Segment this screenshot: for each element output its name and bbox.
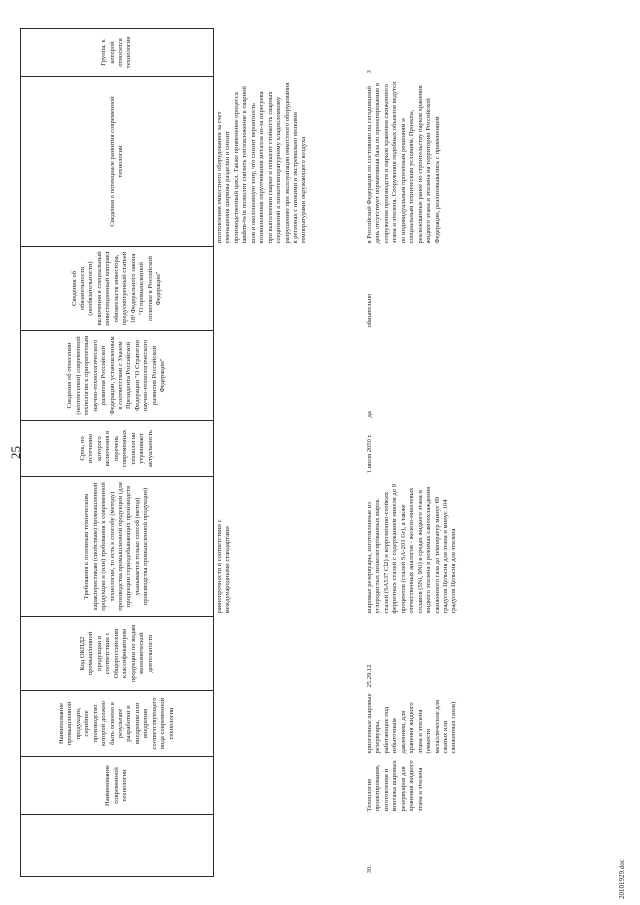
row-deadline: 1 июля 2050 г. [366,433,373,474]
header-obligation: Сведения об обязательности (необязательности) включения в специальный инвестиционный контракт обязательств инвестора, предусмотренный статьей 18¹ Федерального закона "О промышленной политике в Российской Федерации" [21,247,214,331]
cont-number [214,815,365,877]
header-requirements: Требования к основным техническим характеристикам (свойствам) промышленной продукции и (или) требования к современной технологии, то есть к способу (методу) производства промышленной продукции (для продукции горнодобывающих производств указывается только способ (метод) производства промышленной продукции) [21,477,214,617]
header-row [21,29,214,877]
cont-priority [214,331,365,421]
continuation-row [214,29,365,877]
cont-obligation [214,247,365,331]
row-product-name: криогенные шаровые резервуары, работающие под избыточным давлением, для хранения жидкого этана и этилена (емкости металлические для сжатых или сжиженных газов) [366,693,458,754]
row-priority: да [366,411,373,418]
cont-name [214,757,365,815]
cont-group [214,29,365,77]
cont-potential: изготовления емкостного оборудования за счет уменьшения ширины разделки и снизит производственный цикл. Также применение процесса tandem-twin позволит снизить тепловложение в сварной шов и околошовную зону, что снизит вероятность возникновения охрупчивания металла из-за перегрева при выполнении сварки и повысит стойкость сварных соединений к низкотемпературному хладноломкому разрушению при эксплуатации емкостного оборудования в регионах с низкими и экстремально низкими температурами окружающего воздуха [216,82,308,244]
header-okpd-code: Код ОКПД2 промышленной продукции в соответствии с Общероссийским классификатором продукции по видам экономической деятельности [21,617,214,691]
header-potential: Сведения о потенциале развития современной технологии [21,77,214,247]
page-number: 25 [8,446,23,459]
header-number [21,815,214,877]
row-group: 3 [366,70,373,74]
table-row [364,29,461,877]
file-name: 20101929.doc [618,859,626,899]
cont-okpd [214,617,365,691]
row-okpd-code: 25.29.12 [366,664,373,688]
technology-table [20,28,461,877]
row-requirements: шаровые резервуары, изготовленные из углеродистых низколегированных марок сталей (SA537 Cl2) и коррозионно-стойких ферритных сталей с содержанием никеля до 9 процентов (сталей SA-203 Gr), а также отечественных аналогов - железо-никелевых сплавов (5Ni, 9Ni) в средах жидкого этана и жидкого этилена в режимах самоохлаждения сжиженного газа до температур минус 89 градусов Цельсия для этана и минус 104 градусов Цельсия для этилена [366,484,458,614]
header-deadline: Срок, по истечении которого включения в перечень современных технологии утрачивает актуальность [21,421,214,477]
cont-deadline [214,421,365,477]
row-number: 30. [366,865,373,874]
header-priority: Сведения об отнесении (неотнесении) современной технологии к приоритетным научно-технологического развития Российской Федерации, установленным в соответствии с Указом Президента Российской Федерации "О Стратегии научно-технологического развития Российской Федерации" [21,331,214,421]
header-product-name: Наименование промышленной продукции, серийное производство которой должно быть освоено в результате разработки и внедрения или внедрения соответствующего вида современной технологии [21,691,214,757]
header-group: Группа, к которой относится технология [21,29,214,77]
row-technology-name: Технология проектирования, изготовления и монтажа шаровых резервуаров для хранения жидкого этана и этилена [366,760,424,812]
row-potential: в Российской Федерации по состоянию на сегодняшний день отсутствует нормативная база по проектированию в сооружения производств и парков хранения сжиженного этана и этилена. Сооружения подобных объектов ведутся по индивидуальным проектным решениям и специальным техническим условиям. Проекты, реализованные ранее по строительству парков хранения жидкого этана и этилена на территории Российской Федерации, реализовывались с применением [366,81,441,244]
row-obligation: обязательно [366,293,373,328]
header-technology-name: Наименование современной технологии [21,757,214,815]
cont-requirements: равнопрочности в соответствии с международными стандартами [216,519,232,614]
cont-product [214,691,365,757]
